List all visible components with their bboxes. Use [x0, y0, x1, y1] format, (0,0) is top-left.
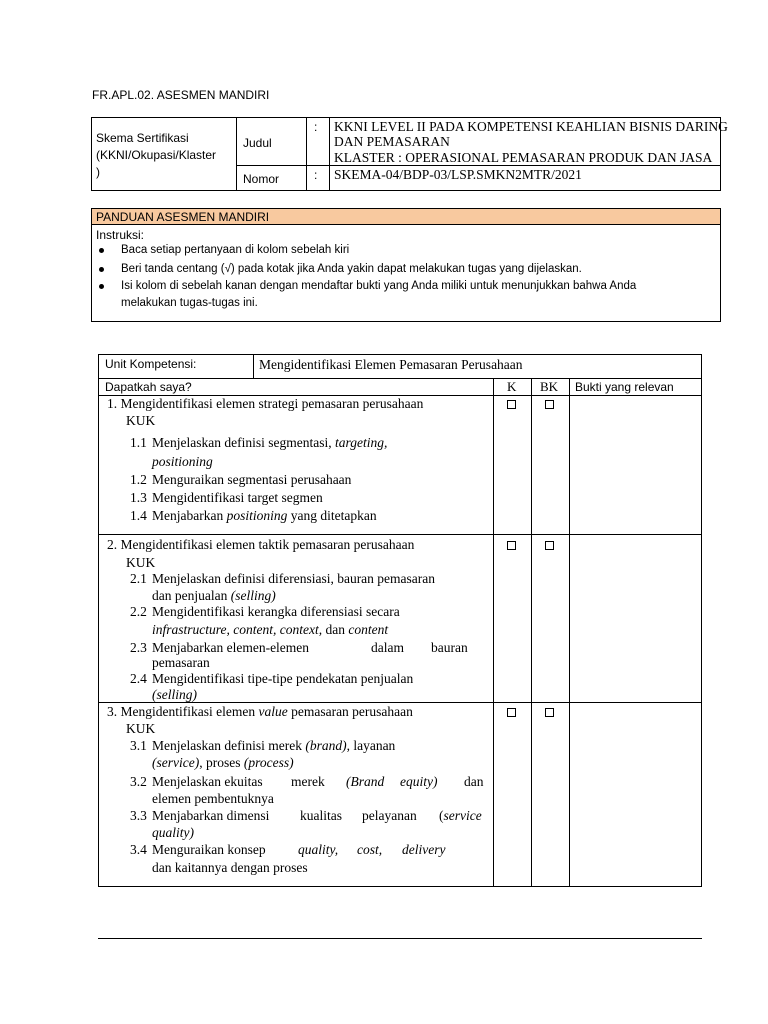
- kuk-number: 1.1: [130, 435, 147, 450]
- colon: :: [314, 120, 318, 134]
- judul-value-line3: KLASTER : OPERASIONAL PEMASARAN PRODUK DAN JASA: [334, 150, 713, 165]
- kuk-number: 3.1: [130, 738, 147, 753]
- kuk-number: 2.4: [130, 671, 147, 686]
- unit-label: Unit Kompetensi:: [105, 357, 197, 371]
- kuk-item-word: delivery: [402, 842, 446, 857]
- kuk-item-word: (service: [439, 808, 482, 823]
- kuk-number: 2.2: [130, 604, 147, 619]
- kuk-item: Mengidentifikasi tipe-tipe pendekatan penjualan: [152, 671, 414, 686]
- kuk-item: Menguraikan segmentasi perusahaan: [152, 472, 352, 487]
- judul-label: Judul: [243, 136, 272, 150]
- instruction-item: Isi kolom di sebelah kanan dengan mendaftar bukti yang Anda miliki untuk menunjukkan bahwa Anda: [121, 280, 637, 292]
- judul-value-line2: DAN PEMASARAN: [334, 134, 450, 149]
- kuk-item-continued: dan kaitannya dengan proses: [152, 860, 308, 875]
- checkbox-k[interactable]: [507, 541, 516, 550]
- kuk-item-continued: infrastructure, content, context, dan content: [152, 622, 389, 637]
- kuk-item-continued: (selling): [152, 687, 197, 702]
- nomor-label: Nomor: [243, 172, 280, 186]
- column-header-bukti: Bukti yang relevan: [575, 380, 674, 394]
- checkbox-bk[interactable]: [545, 541, 554, 550]
- skema-label: Skema Sertifikasi: [96, 131, 189, 145]
- checkbox-k[interactable]: [507, 400, 516, 409]
- kuk-number: 1.2: [130, 472, 147, 487]
- column-header-k: K: [507, 379, 517, 394]
- kuk-item-continued: dan penjualan (selling): [152, 588, 276, 603]
- section-title: 2. Mengidentifikasi elemen taktik pemasaran perusahaan: [107, 537, 415, 552]
- kuk-item-word: merek: [291, 774, 325, 789]
- kuk-item: Mengidentifikasi kerangka diferensiasi secara: [152, 604, 400, 619]
- kuk-item-word: dalam: [371, 640, 404, 655]
- kuk-item: Mengidentifikasi target segmen: [152, 490, 323, 505]
- kuk-item: Menjelaskan ekuitas: [152, 774, 263, 789]
- kuk-item: Menjelaskan definisi segmentasi, targeting,: [152, 435, 388, 450]
- column-header-question: Dapatkah saya?: [105, 380, 192, 394]
- kuk-item-word: quality,: [298, 842, 339, 857]
- kuk-item: Menjelaskan definisi diferensiasi, bauran pemasaran: [152, 571, 436, 586]
- kuk-item-continued: elemen pembentuknya: [152, 791, 274, 806]
- unit-value: Mengidentifikasi Elemen Pemasaran Perusahaan: [259, 357, 523, 372]
- kuk-item-word: (Brand: [346, 774, 385, 789]
- kuk-item-continued: positioning: [152, 454, 213, 469]
- section-title: 1. Mengidentifikasi elemen strategi pemasaran perusahaan: [107, 396, 424, 411]
- bullet-icon: [99, 248, 104, 253]
- kuk-item: Menjabarkan dimensi: [152, 808, 270, 823]
- skema-label-line3: ): [96, 165, 100, 179]
- kuk-item: Menguraikan konsep: [152, 842, 266, 857]
- bullet-icon: [99, 267, 104, 272]
- kuk-item-continued: pemasaran: [152, 655, 210, 670]
- instruction-item-continued: melakukan tugas-tugas ini.: [121, 297, 258, 309]
- footer-divider: [98, 938, 702, 939]
- checkbox-bk[interactable]: [545, 400, 554, 409]
- kuk-item-word: equity): [400, 774, 438, 789]
- kuk-number: 3.4: [130, 842, 147, 857]
- kuk-item: Menjabarkan positioning yang ditetapkan: [152, 508, 377, 523]
- kuk-number: 3.3: [130, 808, 147, 823]
- checkbox-bk[interactable]: [545, 708, 554, 717]
- skema-label-line2: (KKNI/Okupasi/Klaster: [96, 148, 217, 162]
- kuk-item: Menjabarkan elemen-elemen: [152, 640, 310, 655]
- instructions-label: Instruksi:: [96, 228, 145, 242]
- document-title: FR.APL.02. ASESMEN MANDIRI: [92, 88, 270, 102]
- colon: :: [314, 168, 318, 182]
- instruction-item: Baca setiap pertanyaan di kolom sebelah kiri: [121, 244, 350, 256]
- kuk-item-word: dan: [464, 774, 484, 789]
- guide-heading: PANDUAN ASESMEN MANDIRI: [96, 210, 270, 224]
- kuk-number: 1.4: [130, 508, 147, 523]
- bullet-icon: [99, 284, 104, 289]
- kuk-item-word: pelayanan: [362, 808, 417, 823]
- kuk-item-continued: (service), proses (process): [152, 755, 294, 770]
- kuk-item-word: kualitas: [300, 808, 342, 823]
- nomor-value: SKEMA-04/BDP-03/LSP.SMKN2MTR/2021: [334, 167, 582, 182]
- section-title: 3. Mengidentifikasi elemen value pemasaran perusahaan: [107, 704, 413, 719]
- kuk-number: 2.3: [130, 640, 147, 655]
- column-header-bk: BK: [540, 379, 559, 394]
- kuk-label: KUK: [126, 721, 156, 736]
- kuk-item-word: bauran: [431, 640, 468, 655]
- instruction-item: Beri tanda centang (√) pada kotak jika Anda yakin dapat melakukan tugas yang dijelaskan.: [121, 263, 582, 275]
- kuk-label: KUK: [126, 555, 156, 570]
- kuk-number: 1.3: [130, 490, 147, 505]
- kuk-number: 2.1: [130, 571, 147, 586]
- kuk-item-continued: quality): [152, 825, 194, 840]
- judul-value: KKNI LEVEL II PADA KOMPETENSI KEAHLIAN BISNIS DARING: [334, 119, 728, 134]
- checkbox-k[interactable]: [507, 708, 516, 717]
- kuk-item-word: cost,: [357, 842, 383, 857]
- kuk-item: Menjelaskan definisi merek (brand), layanan: [152, 738, 396, 753]
- kuk-label: KUK: [126, 413, 156, 428]
- kuk-number: 3.2: [130, 774, 147, 789]
